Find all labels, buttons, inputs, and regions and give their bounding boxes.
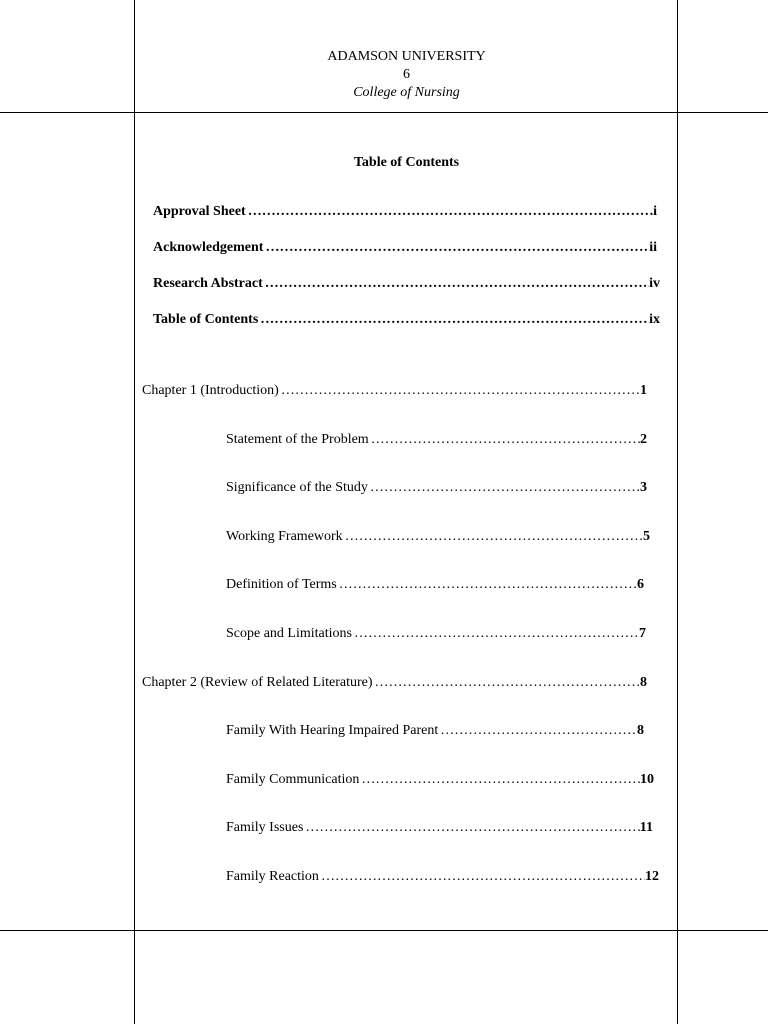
dot-leader [337, 576, 637, 594]
dot-leader [246, 203, 653, 221]
page-header [135, 48, 678, 102]
toc-entry-label: Definition of Terms [226, 577, 337, 592]
toc-entry-research-abstract [153, 275, 660, 293]
university-name: ADAMSON UNIVERSITY [327, 49, 486, 64]
page-number: 6 [403, 67, 410, 82]
toc-entry-acknowledgement [153, 239, 657, 257]
toc-entry-label: Research Abstract [153, 276, 263, 291]
toc-entry-table-of-contents [153, 311, 660, 329]
dot-leader [369, 431, 640, 449]
toc-entry-statement-of-the-problem [226, 431, 647, 449]
toc-entry-label: Significance of the Study [226, 480, 368, 495]
dot-leader [319, 868, 645, 886]
toc-entry-label: Table of Contents [153, 312, 259, 327]
toc-entry-label: Family Reaction [226, 869, 319, 884]
toc-entry-significance-of-the-study [226, 479, 647, 497]
dot-leader [373, 674, 640, 692]
toc-entry-family-with-hearing-impaired-parent [226, 722, 644, 740]
toc-entry-label: Chapter 1 (Introduction) [142, 383, 279, 398]
toc-entry-label: Acknowledgement [153, 240, 264, 255]
toc-title: Table of Contents [353, 155, 460, 170]
toc-entry-page: 7 [639, 626, 646, 641]
toc-entry-chapter-1 [142, 382, 647, 400]
dot-leader [263, 239, 649, 257]
toc-entry-family-reaction [226, 868, 659, 886]
toc-entry-label: Family Communication [226, 772, 360, 787]
college-name: College of Nursing [353, 85, 460, 100]
toc-entry-page: ix [649, 312, 660, 327]
toc-entry-definition-of-terms [226, 576, 644, 594]
toc-entry-label: Family With Hearing Impaired Parent [226, 723, 439, 738]
toc-entry-page: 10 [640, 772, 654, 787]
toc-entry-page: 8 [640, 675, 647, 690]
toc-entry-chapter-2 [142, 674, 647, 692]
toc-entry-approval-sheet [153, 203, 657, 221]
dot-leader [263, 275, 649, 293]
footer-separator-line [0, 930, 768, 931]
toc-entry-page: 5 [643, 529, 650, 544]
toc-entry-working-framework [226, 528, 650, 546]
header-separator-line [0, 112, 768, 113]
toc-entry-label: Family Issues [226, 820, 304, 835]
toc-entry-page: 3 [640, 480, 647, 495]
dot-leader [352, 625, 639, 643]
dot-leader [359, 771, 640, 789]
dot-leader [368, 479, 640, 497]
toc-entry-label: Chapter 2 (Review of Related Literature) [142, 675, 373, 690]
dot-leader [438, 722, 637, 740]
toc-entry-page: 12 [645, 869, 659, 884]
toc-entry-label: Working Framework [226, 529, 343, 544]
toc-entry-page: 11 [639, 820, 653, 835]
toc-entry-page: 8 [637, 723, 644, 738]
toc-entry-page: i [653, 204, 657, 219]
toc-entry-scope-and-limitations [226, 625, 646, 643]
toc-entry-page: 1 [640, 383, 647, 398]
toc-entry-label: Approval Sheet [153, 204, 246, 219]
toc-entry-page: ii [649, 240, 657, 255]
toc-entry-family-communication [226, 771, 654, 789]
dot-leader [303, 819, 639, 837]
toc-entry-family-issues [226, 819, 653, 837]
toc-entry-page: iv [649, 276, 660, 291]
dot-leader [258, 311, 649, 329]
toc-entry-page: 6 [637, 577, 644, 592]
toc-entry-label: Statement of the Problem [226, 432, 369, 447]
toc-entry-label: Scope and Limitations [226, 626, 352, 641]
dot-leader [279, 382, 640, 400]
dot-leader [343, 528, 643, 546]
toc-entry-page: 2 [640, 432, 647, 447]
